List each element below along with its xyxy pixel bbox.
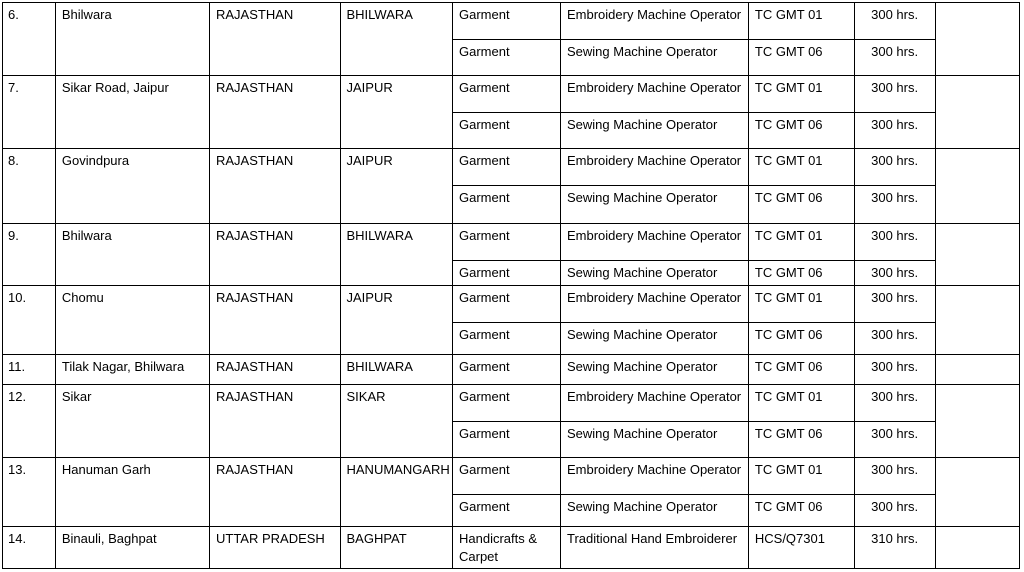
serial-number-cell: 6. [3, 3, 56, 76]
job-role-cell: Embroidery Machine Operator [561, 149, 749, 186]
remark-cell [935, 149, 1019, 224]
qp-code-cell: TC GMT 06 [748, 186, 854, 224]
sector-cell: Garment [453, 3, 561, 40]
location-cell: Bhilwara [55, 3, 209, 76]
sector-cell: Garment [453, 261, 561, 286]
serial-number-cell: 10. [3, 286, 56, 355]
state-cell: RAJASTHAN [210, 76, 341, 149]
job-role-cell: Sewing Machine Operator [561, 186, 749, 224]
sector-cell: Garment [453, 40, 561, 76]
table-row [3, 286, 1020, 323]
qp-code-cell: HCS/Q7301 [748, 527, 854, 569]
duration-cell: 300 hrs. [854, 458, 935, 495]
location-cell: Tilak Nagar, Bhilwara [55, 355, 209, 385]
serial-number-cell: 11. [3, 355, 56, 385]
job-role-cell: Embroidery Machine Operator [561, 385, 749, 422]
duration-cell: 300 hrs. [854, 495, 935, 527]
location-cell: Sikar Road, Jaipur [55, 76, 209, 149]
table-row [3, 385, 1020, 422]
sector-cell: Garment [453, 76, 561, 113]
location-cell: Govindpura [55, 149, 209, 224]
sector-cell: Garment [453, 149, 561, 186]
remark-cell [935, 458, 1019, 527]
duration-cell: 300 hrs. [854, 286, 935, 323]
qp-code-cell: TC GMT 01 [748, 3, 854, 40]
district-cell: SIKAR [340, 385, 453, 458]
table-row [3, 149, 1020, 186]
qp-code-cell: TC GMT 06 [748, 355, 854, 385]
district-cell: BAGHPAT [340, 527, 453, 569]
sector-cell: Garment [453, 224, 561, 261]
sector-cell: Garment [453, 422, 561, 458]
duration-cell: 300 hrs. [854, 385, 935, 422]
duration-cell: 300 hrs. [854, 186, 935, 224]
qp-code-cell: TC GMT 06 [748, 113, 854, 149]
duration-cell: 300 hrs. [854, 261, 935, 286]
qp-code-cell: TC GMT 06 [748, 495, 854, 527]
state-cell: RAJASTHAN [210, 355, 341, 385]
district-cell: HANUMANGARH [340, 458, 453, 527]
serial-number-cell: 9. [3, 224, 56, 286]
job-role-cell: Sewing Machine Operator [561, 495, 749, 527]
job-role-cell: Embroidery Machine Operator [561, 224, 749, 261]
qp-code-cell: TC GMT 01 [748, 76, 854, 113]
qp-code-cell: TC GMT 06 [748, 422, 854, 458]
table-row [3, 76, 1020, 113]
sector-cell: Garment [453, 355, 561, 385]
serial-number-cell: 12. [3, 385, 56, 458]
job-role-cell: Sewing Machine Operator [561, 261, 749, 286]
job-role-cell: Sewing Machine Operator [561, 355, 749, 385]
duration-cell: 310 hrs. [854, 527, 935, 569]
duration-cell: 300 hrs. [854, 3, 935, 40]
sector-cell: Garment [453, 385, 561, 422]
qp-code-cell: TC GMT 01 [748, 458, 854, 495]
district-cell: BHILWARA [340, 355, 453, 385]
job-role-cell: Sewing Machine Operator [561, 422, 749, 458]
remark-cell [935, 355, 1019, 385]
qp-code-cell: TC GMT 01 [748, 224, 854, 261]
job-role-cell: Sewing Machine Operator [561, 40, 749, 76]
serial-number-cell: 8. [3, 149, 56, 224]
remark-cell [935, 385, 1019, 458]
duration-cell: 300 hrs. [854, 40, 935, 76]
table-row [3, 355, 1020, 385]
sector-cell: Garment [453, 186, 561, 224]
qp-code-cell: TC GMT 06 [748, 323, 854, 355]
qp-code-cell: TC GMT 01 [748, 149, 854, 186]
table-row [3, 458, 1020, 495]
remark-cell [935, 224, 1019, 286]
job-role-cell: Traditional Hand Embroiderer [561, 527, 749, 569]
state-cell: RAJASTHAN [210, 286, 341, 355]
table-row [3, 224, 1020, 261]
sector-cell: Garment [453, 495, 561, 527]
remark-cell [935, 527, 1019, 569]
table-row [3, 3, 1020, 40]
remark-cell [935, 3, 1019, 76]
training-centres-table [2, 2, 1020, 569]
remark-cell [935, 76, 1019, 149]
serial-number-cell: 7. [3, 76, 56, 149]
remark-cell [935, 286, 1019, 355]
location-cell: Binauli, Baghpat [55, 527, 209, 569]
sector-cell: Garment [453, 113, 561, 149]
job-role-cell: Embroidery Machine Operator [561, 3, 749, 40]
location-cell: Sikar [55, 385, 209, 458]
state-cell: UTTAR PRADESH [210, 527, 341, 569]
state-cell: RAJASTHAN [210, 3, 341, 76]
sector-cell: Garment [453, 458, 561, 495]
job-role-cell: Embroidery Machine Operator [561, 286, 749, 323]
duration-cell: 300 hrs. [854, 224, 935, 261]
location-cell: Hanuman Garh [55, 458, 209, 527]
sector-cell: Garment [453, 323, 561, 355]
qp-code-cell: TC GMT 01 [748, 286, 854, 323]
sector-cell: Handicrafts & Carpet [453, 527, 561, 569]
state-cell: RAJASTHAN [210, 385, 341, 458]
table-row [3, 527, 1020, 569]
duration-cell: 300 hrs. [854, 422, 935, 458]
qp-code-cell: TC GMT 01 [748, 385, 854, 422]
sector-cell: Garment [453, 286, 561, 323]
state-cell: RAJASTHAN [210, 149, 341, 224]
district-cell: JAIPUR [340, 286, 453, 355]
district-cell: JAIPUR [340, 149, 453, 224]
table-body [3, 3, 1020, 569]
duration-cell: 300 hrs. [854, 113, 935, 149]
duration-cell: 300 hrs. [854, 149, 935, 186]
location-cell: Bhilwara [55, 224, 209, 286]
district-cell: JAIPUR [340, 76, 453, 149]
location-cell: Chomu [55, 286, 209, 355]
state-cell: RAJASTHAN [210, 224, 341, 286]
serial-number-cell: 14. [3, 527, 56, 569]
duration-cell: 300 hrs. [854, 355, 935, 385]
state-cell: RAJASTHAN [210, 458, 341, 527]
duration-cell: 300 hrs. [854, 76, 935, 113]
duration-cell: 300 hrs. [854, 323, 935, 355]
district-cell: BHILWARA [340, 3, 453, 76]
job-role-cell: Embroidery Machine Operator [561, 76, 749, 113]
job-role-cell: Sewing Machine Operator [561, 323, 749, 355]
job-role-cell: Embroidery Machine Operator [561, 458, 749, 495]
district-cell: BHILWARA [340, 224, 453, 286]
serial-number-cell: 13. [3, 458, 56, 527]
qp-code-cell: TC GMT 06 [748, 261, 854, 286]
qp-code-cell: TC GMT 06 [748, 40, 854, 76]
job-role-cell: Sewing Machine Operator [561, 113, 749, 149]
